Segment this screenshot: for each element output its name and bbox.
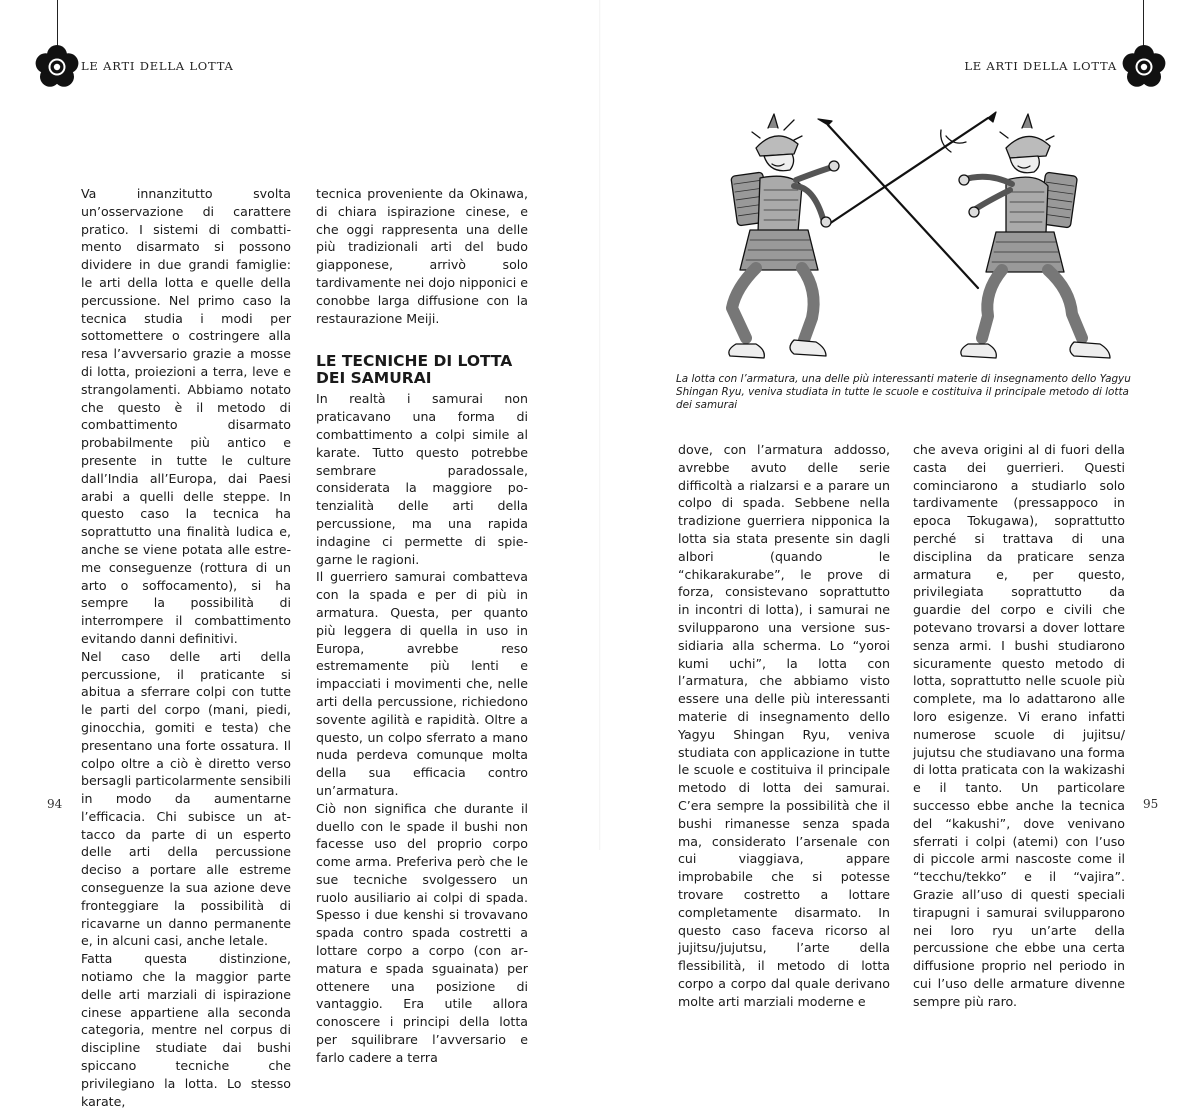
running-head: LE ARTI DELLA LOTTA bbox=[964, 59, 1117, 73]
text-column-4 bbox=[913, 441, 1125, 1011]
text-column-1 bbox=[81, 185, 291, 1110]
text-column-2 bbox=[316, 185, 528, 1067]
paragraph: Nel caso delle arti della percussione, il praticante si abitua a sferrare colpi con tutte le parti del corpo (mani, piedi, ginocchia, gomiti e testa) che presentano una forte ossatura. Il colpo oltre a ciò è diretto verso bersagli particolarmente sensibili in modo da aumentarne l’efficacia. Chi subisce un attacco da parte di un esperto delle arti della percussione deciso a portare alle estreme conseguenze la sua azione deve fronteggiare la possibilità di ricavarne un danno permanente e, in alcuni casi, anche letale. bbox=[81, 648, 291, 949]
family-crest-icon bbox=[1121, 44, 1167, 90]
section-heading: LE TECNICHE DI LOTTA DEI SAMURAI bbox=[316, 352, 513, 388]
ornament-string-right bbox=[1143, 0, 1144, 48]
page-number: 94 bbox=[47, 797, 63, 811]
paragraph: dove, con l’armatura addosso, avrebbe avuto delle serie difficoltà a rialzarsi e a parare un colpo di spada. Sebbene nella tradizione guerriera nipponica la lotta sia stata presente sin dagli albori (quando le “chikarakurabe”, le prove di forza, consistevano soprattutto in incontri di lotta), i samurai ne svilupparono una versione sussidiaria alla scherma. Lo “yoroi kumi uchi”, la lotta con l’armatura, che abbiamo visto essere una delle più interessanti materie di insegnamento dello Yagyu Shingan Ryu, veniva studiata con applicazione in tutte le scuole e costituiva il principale metodo di lotta dei samurai. C’era sempre la possibilità che il bushi rimanesse senza spada ma, considerato l’arsenale con cui viaggiava, appare improbabile che si potesse trovare costretto a lottare completamente disarmato. In questo caso faceva ricorso al jujitsu/jujutsu, l’arte della flessibilità, il metodo di lotta corpo a corpo dal quale derivano molte arti marziali moderne e bbox=[678, 442, 890, 1009]
family-crest-icon bbox=[34, 44, 80, 90]
paragraph: In realtà i samurai non praticavano una forma di combattimento a colpi simile al karate. Tutto questo potrebbe sembrare paradossale, considerata la maggiore potenzialità delle arti della percussione, ma una rapida indagine ci permette di spiegarne le ragioni. bbox=[316, 391, 528, 567]
ornament-string-left bbox=[57, 0, 58, 48]
running-head: LE ARTI DELLA LOTTA bbox=[81, 59, 234, 73]
paragraph: tecnica proveniente da Okinawa, di chiara ispirazione cinese, e che oggi rappresenta una delle più tradizionali arti del budo giapponese, arrivò solo tardivamente nei dojo nipponici e conobbe larga diffusione con la restaurazione Meiji. bbox=[316, 186, 528, 326]
paragraph: Va innanzitutto svolta un’osservazione di carattere pratico. I sistemi di combattimento disarmato si possono dividere in due grandi famiglie: le arti della lotta e quelle della percussione. Nel primo caso la tecnica studia i modi per sottomettere o costringere alla resa l’avversario grazie a mosse di lotta, proiezioni a terra, leve e strangolamenti. Abbiamo notato che questo è il metodo di combattimento disarmato probabilmente più antico e presente in tutte le culture dall’India all’Europa, dai Paesi arabi a quelli delle steppe. In questo caso la tecnica ha soprattutto una finalità ludica e, anche se viene potata alle estreme conseguenze (rottura di un arto o soffocamento), si ha sempre la possibilità di interrompere il combattimento evitando danni definitivi. bbox=[81, 186, 291, 646]
figure-caption: La lotta con l’armatura, una delle più interessanti materie di insegnamento dello Yagyu Shingan Ryu, veniva studiata in tutte le scuole e costituiva il principale metodo di lotta dei samurai bbox=[676, 373, 1131, 411]
paragraph: che aveva origini al di fuori della casta dei guerrieri. Questi cominciarono a studiarlo solo tardivamente (pressappoco in epoca Tokugawa), soprattutto perché si trattava di una disciplina da praticare senza armatura e, per questo, privilegiata soprattutto da guardie del corpo e civili che potevano trovarsi a dover lottare senza armi. I bushi studiarono sicuramente questo metodo di lotta, soprattutto nelle scuole più complete, ma lo adattarono alle loro esigenze. Vi erano infatti numerose scuole di jujitsu/ jujutsu che studiavano una forma di lotta praticata con la wakizashi e il tanto. Un particolare successo ebbe anche la tecnica del “kakushi”, dove venivano sferrati i colpi (atemi) con l’uso di piccole armi nascoste come il “tecchu/tekko” e il “vajira”. Grazie all’uso di questi speciali tirapugni i samurai svilupparono nei loro ryu un’arte della percussione che ebbe una certa diffusione proprio nel periodo in cui l’uso delle armature divenne sempre più raro. bbox=[913, 442, 1125, 1009]
samurai-armor-wrestling-illustration bbox=[676, 108, 1126, 370]
left-page bbox=[0, 0, 600, 1109]
paragraph: Il guerriero samurai combatteva con la spada e per di più in armatura. Questa, per quanto più leggera di quella in uso in Europa, avrebbe reso estremamente più lenti e impacciati i movimenti che, nelle arti della percussione, richiedono sovente agilità e rapidità. Oltre a questo, un colpo sferrato a mano nuda perdeva comunque molta della sua efficacia contro un’armatura. bbox=[316, 569, 528, 798]
text-column-3 bbox=[678, 441, 890, 1011]
page-number: 95 bbox=[1143, 797, 1159, 811]
paragraph: Fatta questa distinzione, notiamo che la maggior parte delle arti marziali di ispirazione cinese appartiene alla seconda categoria, mentre nel corpus di discipline studiate dai bushi spiccano tecniche che privilegiano la lotta. Lo stesso karate, bbox=[81, 951, 291, 1109]
paragraph: Ciò non significa che durante il duello con le spade il bushi non facesse uso del proprio corpo come arma. Preferiva però che le sue tecniche svolgessero un ruolo ausiliario ai colpi di spada. Spesso i due kenshi si trovavano spada contro spada costretti a lottare corpo a corpo (con armatura e spada sguainata) per ottenere una posizione di vantaggio. Era utile allora conoscere i principi della lotta per squilibrare l’avversario e farlo cadere a terra bbox=[316, 800, 528, 1065]
